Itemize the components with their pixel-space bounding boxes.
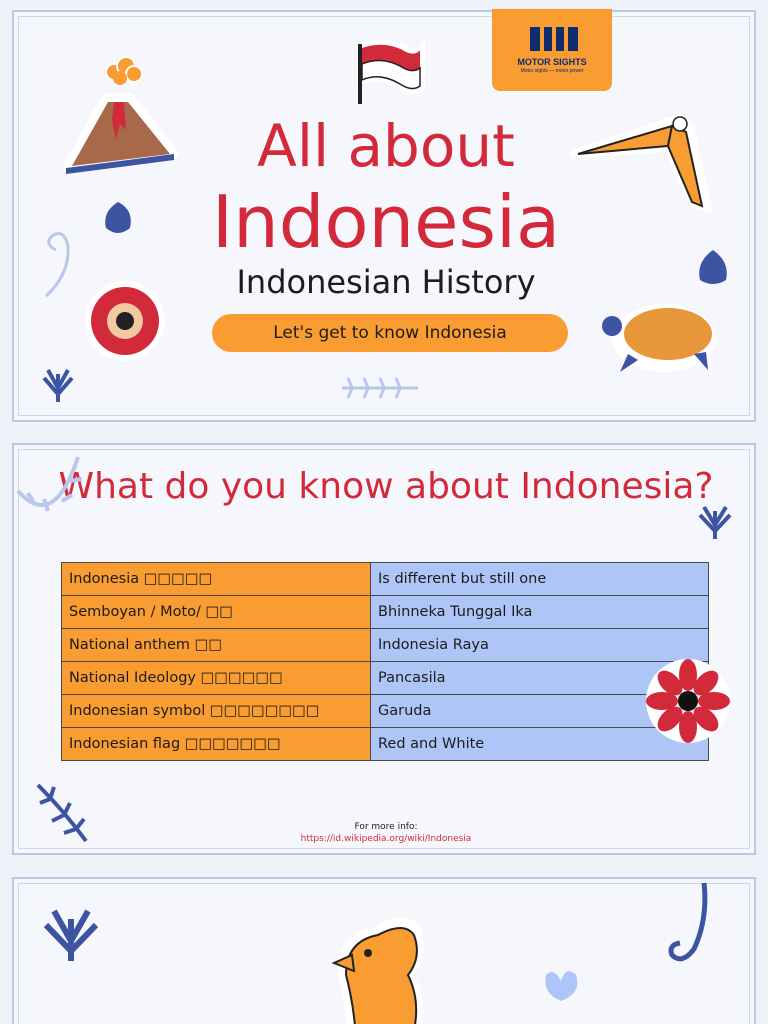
table-cell-label: Indonesian flag □□□□□□□ (62, 728, 371, 761)
table-row (62, 596, 709, 629)
table-row (62, 629, 709, 662)
table-row (62, 728, 709, 761)
garuda-icon (318, 905, 438, 1024)
logo-bars-icon (530, 25, 578, 53)
table-row (62, 563, 709, 596)
table-cell-value: Is different but still one (371, 563, 709, 596)
table-cell-value: Red and White (371, 728, 709, 761)
logo-tagline: Motor sights — motor power (520, 68, 584, 74)
logo-brand: MOTOR SIGHTS (517, 57, 587, 67)
more-info-label: For more info: (354, 822, 418, 832)
fern-icon (36, 903, 106, 963)
table-cell-label: Semboyan / Moto/ □□ (62, 596, 371, 629)
fern-icon (692, 501, 738, 541)
swirl-icon (40, 224, 76, 300)
facts-table (61, 562, 709, 761)
facts-slide (12, 443, 756, 855)
table-row (62, 695, 709, 728)
cta-button[interactable]: Let's get to know Indonesia (212, 314, 568, 352)
hero-title-line2: Indonesia (211, 180, 561, 264)
table-cell-label: Indonesia □□□□□ (62, 563, 371, 596)
turtle-icon (598, 298, 728, 378)
table-cell-value: Garuda (371, 695, 709, 728)
title-slide (12, 10, 756, 422)
red-flower-icon (644, 657, 732, 745)
motor-sights-logo (492, 9, 612, 91)
rafflesia-icon (82, 278, 168, 364)
flag-icon (350, 38, 430, 108)
hero-subtitle: Indonesian History (236, 263, 536, 301)
table-row (62, 662, 709, 695)
leaf-icon (100, 198, 136, 238)
leaf-icon (538, 959, 584, 1003)
facts-heading: What do you know about Indonesia? (58, 466, 714, 507)
table-cell-label: National Ideology □□□□□□ (62, 662, 371, 695)
third-slide (12, 877, 756, 1024)
table-cell-value: Indonesia Raya (371, 629, 709, 662)
table-cell-value: Pancasila (371, 662, 709, 695)
wikipedia-link[interactable]: https://id.wikipedia.org/wiki/Indonesia (300, 834, 472, 844)
vine-icon (664, 879, 720, 969)
leaf-icon (694, 248, 732, 288)
fern-icon (36, 364, 80, 404)
vine-icon (14, 451, 94, 527)
table-cell-value: Bhinneka Tunggal Ika (371, 596, 709, 629)
hero-title-line1: All about (257, 112, 515, 180)
table-cell-label: Indonesian symbol □□□□□□□□ (62, 695, 371, 728)
table-cell-label: National anthem □□ (62, 629, 371, 662)
fern-icon (338, 374, 422, 400)
